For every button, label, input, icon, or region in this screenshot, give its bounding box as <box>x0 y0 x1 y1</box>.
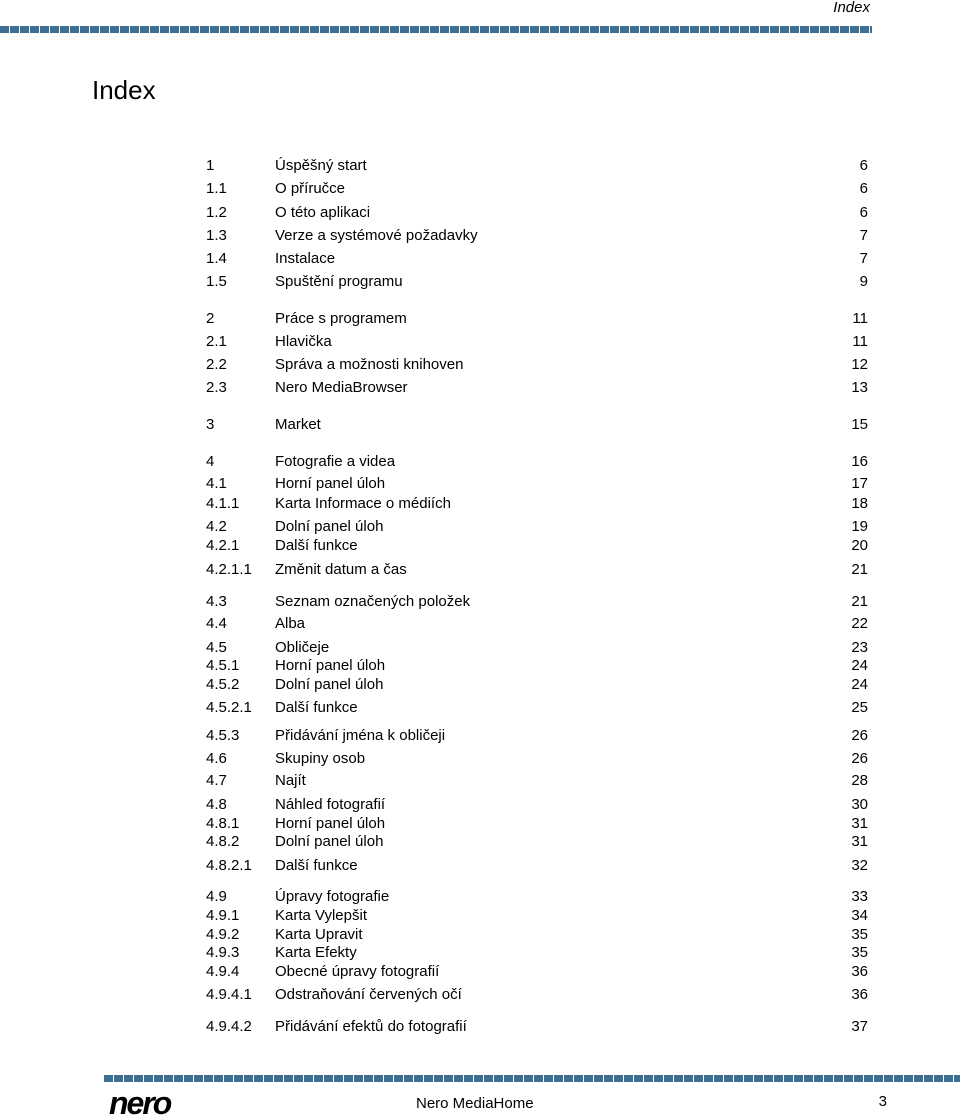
toc-entry-number: 2.3 <box>206 379 227 396</box>
toc-entry-page: 21 <box>851 593 868 610</box>
toc-entry-number: 2 <box>206 310 215 327</box>
toc-entry[interactable] <box>206 1017 868 1037</box>
toc-entry-title: Dolní panel úloh <box>275 833 384 850</box>
toc-entry-number: 4.6 <box>206 750 227 767</box>
toc-entry-title: Odstraňování červených očí <box>275 986 462 1003</box>
toc-entry-number: 1 <box>206 157 215 174</box>
toc-entry-page: 19 <box>851 518 868 535</box>
toc-entry-page: 6 <box>859 157 868 174</box>
toc-entry-title: O této aplikaci <box>275 204 371 221</box>
toc-entry[interactable] <box>206 906 868 926</box>
toc-entry[interactable] <box>206 814 868 834</box>
toc-entry[interactable] <box>206 698 868 718</box>
toc-entry-title: Karta Efekty <box>275 944 357 961</box>
toc-entry-page: 35 <box>851 944 868 961</box>
toc-entry-title: Alba <box>275 615 306 632</box>
toc-entry-number: 2.2 <box>206 356 227 373</box>
toc-entry-title: Hlavička <box>275 333 332 350</box>
toc-entry-title: Karta Upravit <box>275 926 363 943</box>
toc-entry-title: Změnit datum a čas <box>275 561 407 578</box>
toc-entry-title: Další funkce <box>275 537 358 554</box>
toc-entry-page: 18 <box>851 495 868 512</box>
toc-entry-page: 9 <box>859 273 868 290</box>
footer-product-name: Nero MediaHome <box>416 1095 534 1112</box>
toc-entry[interactable] <box>206 795 868 815</box>
toc-entry[interactable] <box>206 272 868 292</box>
toc-entry-page: 17 <box>851 475 868 492</box>
toc-entry-title: Obecné úpravy fotografií <box>275 963 440 980</box>
toc-entry[interactable] <box>206 203 868 223</box>
toc-entry[interactable] <box>206 962 868 982</box>
toc-entry-number: 4.7 <box>206 772 227 789</box>
toc-entry-number: 4.8 <box>206 796 227 813</box>
toc-entry[interactable] <box>206 332 868 352</box>
toc-entry[interactable] <box>206 925 868 945</box>
toc-entry[interactable] <box>206 656 868 676</box>
toc-entry-page: 6 <box>859 204 868 221</box>
toc-entry-page: 35 <box>851 926 868 943</box>
toc-entry-title: Obličeje <box>275 639 330 656</box>
toc-entry-title: Market <box>275 416 321 433</box>
toc-entry[interactable] <box>206 355 868 375</box>
toc-entry-number: 4.5 <box>206 639 227 656</box>
toc-entry-number: 4.8.1 <box>206 815 240 832</box>
toc-entry[interactable] <box>206 179 868 199</box>
toc-entry-title: Fotografie a videa <box>275 453 396 470</box>
toc-entry-page: 23 <box>851 639 868 656</box>
toc-entry-title: Další funkce <box>275 699 358 716</box>
toc-entry[interactable] <box>206 309 868 329</box>
toc-entry-number: 4.9.4 <box>206 963 240 980</box>
toc-entry-title: Úspěšný start <box>275 157 367 174</box>
toc-entry-number: 1.3 <box>206 227 227 244</box>
toc-entry-number: 4.2.1.1 <box>206 561 252 578</box>
toc-entry-number: 4.9.1 <box>206 907 240 924</box>
toc-entry[interactable] <box>206 614 868 634</box>
toc-entry-title: Horní panel úloh <box>275 475 386 492</box>
toc-entry-title: Dolní panel úloh <box>275 676 384 693</box>
toc-entry-number: 1.1 <box>206 180 227 197</box>
toc-entry-title: Úpravy fotografie <box>275 888 390 905</box>
toc-entry[interactable] <box>206 156 868 176</box>
toc-entry-page: 15 <box>851 416 868 433</box>
toc-entry-page: 12 <box>851 356 868 373</box>
toc-entry-page: 31 <box>851 833 868 850</box>
toc-entry-number: 1.4 <box>206 250 227 267</box>
nero-logo-text: nero <box>109 1089 171 1119</box>
toc-entry-number: 4.3 <box>206 593 227 610</box>
toc-entry[interactable] <box>206 592 868 612</box>
toc-entry[interactable] <box>206 452 868 472</box>
toc-entry-number: 4.5.1 <box>206 657 240 674</box>
toc-entry-title: Náhled fotografií <box>275 796 386 813</box>
page-title: Index <box>92 75 156 105</box>
toc-entry[interactable] <box>206 856 868 876</box>
toc-entry[interactable] <box>206 517 868 537</box>
toc-entry[interactable] <box>206 749 868 769</box>
toc-entry-number: 4.2.1 <box>206 537 240 554</box>
toc-entry-title: Nero MediaBrowser <box>275 379 408 396</box>
toc-entry-page: 7 <box>859 250 868 267</box>
toc-entry-page: 24 <box>851 657 868 674</box>
toc-entry-title: Seznam označených položek <box>275 593 471 610</box>
toc-entry[interactable] <box>206 378 868 398</box>
toc-entry-page: 37 <box>851 1018 868 1035</box>
toc-entry[interactable] <box>206 474 868 494</box>
toc-entry-number: 4.5.2 <box>206 676 240 693</box>
toc-entry-number: 4.9 <box>206 888 227 905</box>
toc-entry[interactable] <box>206 638 868 658</box>
toc-entry-title: Spuštění programu <box>275 273 403 290</box>
toc-entry-title: Dolní panel úloh <box>275 518 384 535</box>
toc-entry[interactable] <box>206 536 868 556</box>
toc-entry-title: Karta Vylepšit <box>275 907 367 924</box>
toc-entry[interactable] <box>206 887 868 907</box>
footer-page-number: 3 <box>878 1093 887 1110</box>
toc-entry-title: Horní panel úloh <box>275 815 386 832</box>
toc-entry-page: 32 <box>851 857 868 874</box>
toc-entry[interactable] <box>206 415 868 435</box>
toc-entry-page: 24 <box>851 676 868 693</box>
toc-entry-page: 6 <box>859 180 868 197</box>
toc-entry-title: Práce s programem <box>275 310 407 327</box>
toc-entry-page: 30 <box>851 796 868 813</box>
toc-entry[interactable] <box>206 985 868 1005</box>
toc-entry-number: 3 <box>206 416 215 433</box>
toc-entry[interactable] <box>206 494 868 514</box>
toc-entry-title: Další funkce <box>275 857 358 874</box>
toc-entry-page: 36 <box>851 986 868 1003</box>
toc-entry-page: 7 <box>859 227 868 244</box>
footer-rule <box>104 1075 960 1082</box>
toc-entry-page: 11 <box>852 310 868 327</box>
toc-entry-page: 21 <box>851 561 868 578</box>
toc-entry[interactable] <box>206 560 868 580</box>
toc-entry-title: Najít <box>275 772 306 789</box>
toc-entry-number: 4.8.2.1 <box>206 857 252 874</box>
toc-entry-title: Přidávání efektů do fotografií <box>275 1018 467 1035</box>
header-rule <box>0 26 872 33</box>
toc-entry-page: 36 <box>851 963 868 980</box>
toc-entry-number: 4.9.4.2 <box>206 1018 252 1035</box>
toc-entry-title: Instalace <box>275 250 336 267</box>
toc-entry-number: 4 <box>206 453 215 470</box>
toc-entry-number: 4.5.2.1 <box>206 699 252 716</box>
toc-entry[interactable] <box>206 675 868 695</box>
toc-entry-title: Karta Informace o médiích <box>275 495 451 512</box>
toc-entry-number: 1.5 <box>206 273 227 290</box>
toc-entry-page: 31 <box>851 815 868 832</box>
toc-entry-number: 4.5.3 <box>206 727 240 744</box>
toc-entry[interactable] <box>206 832 868 852</box>
toc-entry-title: O příručce <box>275 180 346 197</box>
toc-entry-title: Verze a systémové požadavky <box>275 227 478 244</box>
toc-entry-title: Přidávání jména k obličeji <box>275 727 446 744</box>
toc-entry-number: 4.8.2 <box>206 833 240 850</box>
toc-entry-number: 4.2 <box>206 518 227 535</box>
toc-entry-page: 16 <box>851 453 868 470</box>
toc-entry-page: 34 <box>851 907 868 924</box>
toc-entry[interactable] <box>206 226 868 246</box>
toc-entry[interactable] <box>206 771 868 791</box>
toc-entry-page: 13 <box>851 379 868 396</box>
running-header-title: Index <box>833 0 870 16</box>
nero-logo <box>108 1089 212 1119</box>
toc-entry-number: 4.9.3 <box>206 944 240 961</box>
toc-entry-title: Skupiny osob <box>275 750 366 767</box>
toc-entry-title: Horní panel úloh <box>275 657 386 674</box>
toc-entry-page: 22 <box>851 615 868 632</box>
toc-entry-number: 4.1 <box>206 475 227 492</box>
toc-entry-number: 4.9.2 <box>206 926 240 943</box>
toc-entry-page: 26 <box>851 727 868 744</box>
toc-entry-page: 28 <box>851 772 868 789</box>
toc-entry-page: 26 <box>851 750 868 767</box>
toc-entry[interactable] <box>206 943 868 963</box>
toc-entry-number: 2.1 <box>206 333 227 350</box>
toc-entry-page: 33 <box>851 888 868 905</box>
toc-entry-number: 1.2 <box>206 204 227 221</box>
toc-entry[interactable] <box>206 249 868 269</box>
toc-entry-page: 20 <box>851 537 868 554</box>
toc-entry-page: 11 <box>852 333 868 350</box>
toc-entry-page: 25 <box>851 699 868 716</box>
toc-entry-number: 4.9.4.1 <box>206 986 252 1003</box>
toc-entry-title: Správa a možnosti knihoven <box>275 356 464 373</box>
toc-entry-number: 4.1.1 <box>206 495 240 512</box>
toc-entry-number: 4.4 <box>206 615 227 632</box>
toc-entry[interactable] <box>206 726 868 746</box>
